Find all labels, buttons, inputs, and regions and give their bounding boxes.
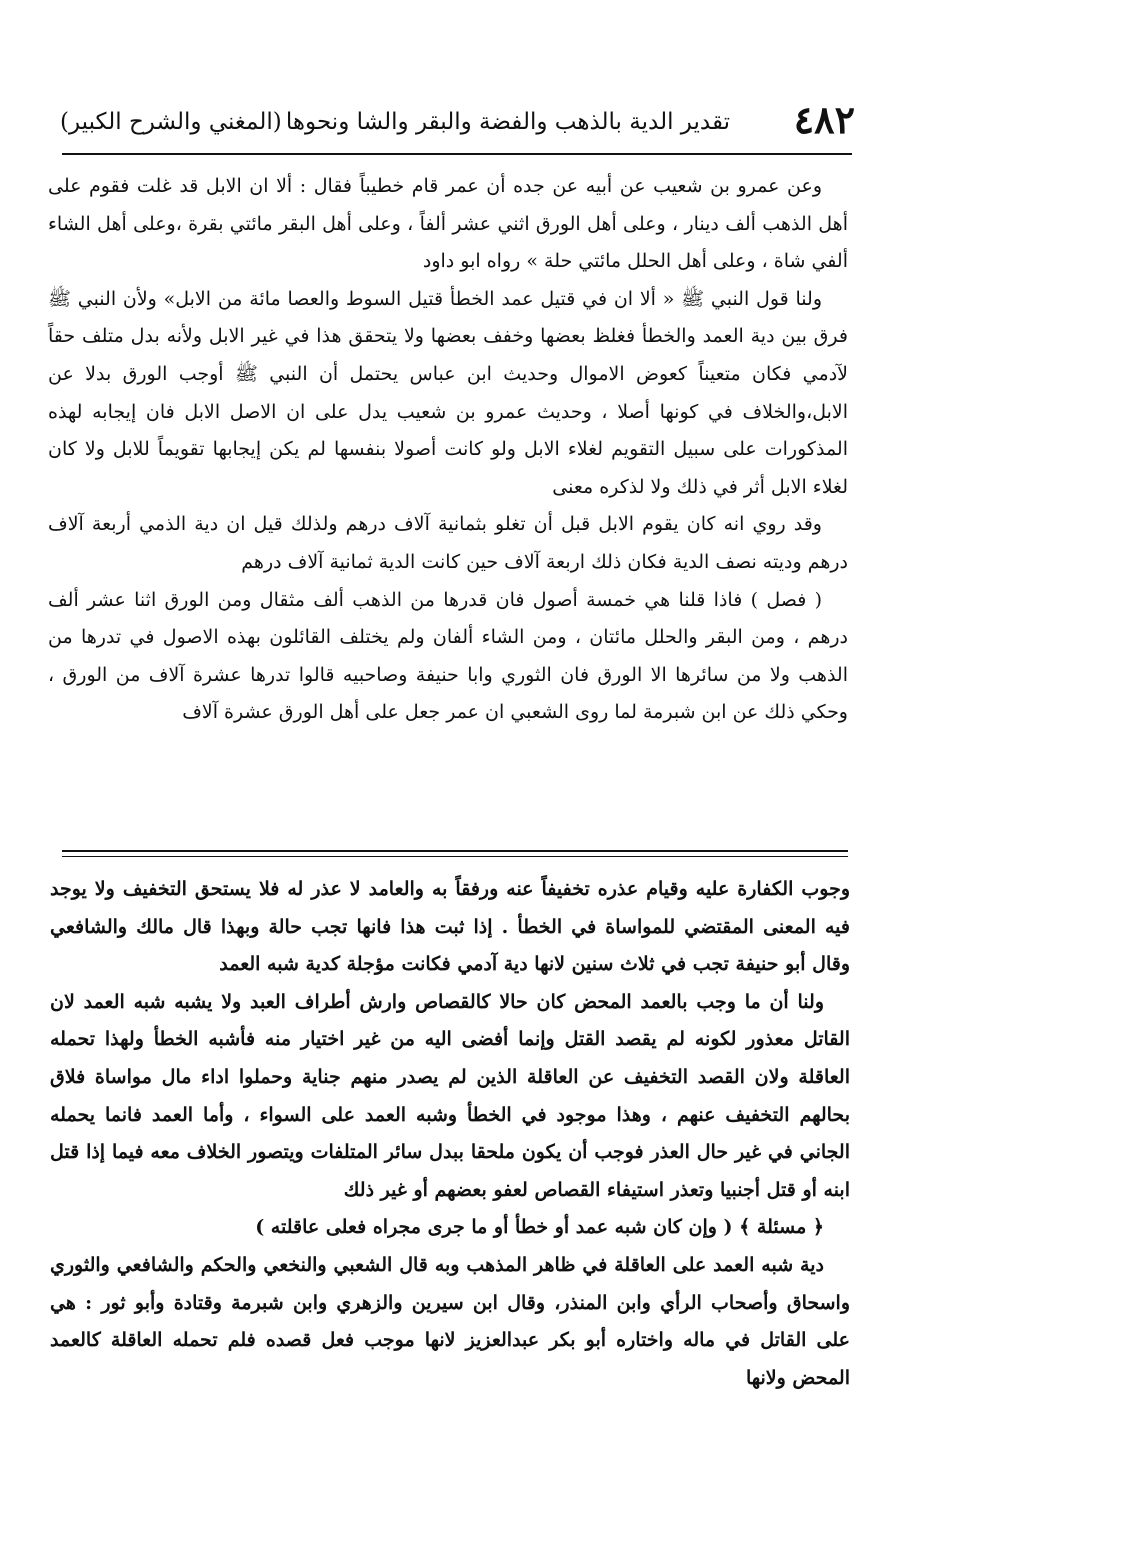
paragraph: ولنا أن ما وجب بالعمد المحض كان حالا كالقصاص وارش أطراف العبد ولا يشبه شبه العمد لان القاتل معذور لكونه لم يقصد القتل وإنما أفضى اليه من غير اختيار منه فأشبه الخطأ ولهذا تحمله العاقلة ولان القصد التخفيف عن العاقلة الذين لم يصدر منهم جناية وحملوا اداء مال مواساة فلاق بحالهم التخفيف عنهم ، وهذا موجود في الخطأ وشبه العمد على السواء ، وأما العمد فانما يحمله الجاني في غير حال العذر فوجب أن يكون ملحقا ببدل سائر المتلفات ويتصور الخلاف معه فيما إذا قتل ابنه أو قتل أجنبيا وتعذر استيفاء القصاص لعفو بعضهم أو غير ذلك bbox=[50, 990, 850, 1201]
section-divider bbox=[62, 850, 848, 852]
paragraph: وعن عمرو بن شعيب عن أبيه عن جده أن عمر قام خطيباً فقال : ألا ان الابل قد غلت فقوم على أهل الذهب ألف دينار ، وعلى أهل الورق اثني عشر ألفاً ، وعلى أهل البقر مائتي بقرة ،وعلى أهل الشاء ألفي شاة ، وعلى أهل الحلل مائتي حلة » رواه ابو داود bbox=[48, 175, 848, 273]
masala-heading: ﴿ مسئلة ﴾ ( وإن كان شبه عمد أو خطأ أو ما جرى مجراه فعلى عاقلته ) bbox=[255, 1216, 824, 1239]
paragraph: ( فصل ) فاذا قلنا هي خمسة أصول فان قدرها من الذهب ألف مثقال ومن الورق اثنا عشر ألف درهم ، ومن البقر والحلل مائتان ، ومن الشاء ألفان ولم يختلف القائلون بهذه الاصول في تدرها من الذهب ولا من سائرها الا الورق فان الثوري وابا حنيفة وصاحبيه قالوا تدرها عشرة آلاف من الورق ، وحكي ذلك عن ابن شبرمة لما روى الشعبي ان عمر جعل على أهل الورق عشرة آلاف bbox=[48, 588, 848, 724]
page-header bbox=[60, 96, 855, 152]
sharh-text-block bbox=[50, 871, 850, 1397]
paragraph: دية شبه العمد على العاقلة في ظاهر المذهب وبه قال الشعبي والنخعي والحكم والشافعي والثوري واسحاق وأصحاب الرأي وابن المنذر، وقال ابن سيرين والزهري وابن شبرمة وقتادة وأبو ثور : هي على القاتل في ماله واختاره أبو بكر عبدالعزيز لانها موجب فعل قصده فلم تحمله العاقلة كالعمد المحض ولانها bbox=[50, 1253, 850, 1389]
paragraph: وجوب الكفارة عليه وقيام عذره تخفيفاً عنه ورفقاً به والعامد لا عذر له فلا يستحق التخفيف ولا يوجد فيه المعنى المقتضي للمواساة في الخطأ . إذا ثبت هذا فانها تجب حالة وبهذا قال مالك والشافعي وقال أبو حنيفة تجب في ثلاث سنين لانها دية آدمي فكانت مؤجلة كدية شبه العمد bbox=[50, 878, 850, 976]
header-rule bbox=[62, 153, 852, 155]
paragraph: ولنا قول النبي ﷺ « ألا ان في قتيل عمد الخطأ قتيل السوط والعصا مائة من الابل» ولأن النبي ﷺ فرق بين دية العمد والخطأ فغلظ بعضها وخفف بعضها ولا يتحقق هذا في غير الابل ولأنه بدل متلف حقاً لآدمي فكان متعيناً كعوض الاموال وحديث ابن عباس يحتمل أن النبي ﷺ أوجب الورق بدلا عن الابل،والخلاف في كونها أصلا ، وحديث عمرو بن شعيب يدل على ان الاصل الابل فان إيجابه لهذه المذكورات على سبيل التقويم لغلاء الابل ولو كانت أصولا بنفسها لم يكن إيجابها تقويماً للابل ولا كان لغلاء الابل أثر في ذلك ولا لذكره معنى bbox=[48, 287, 848, 498]
paragraph: وقد روي انه كان يقوم الابل قبل أن تغلو بثمانية آلاف درهم ولذلك قيل ان دية الذمي أربعة آلاف درهم وديته نصف الدية فكان ذلك اربعة آلاف حين كانت الدية ثمانية آلاف درهم bbox=[48, 513, 848, 573]
chapter-title: تقدير الدية بالذهب والفضة والبقر والشا ونحوها bbox=[285, 109, 730, 135]
section-divider bbox=[62, 856, 848, 857]
book-title: (المغني والشرح الكبير) bbox=[60, 109, 282, 135]
page-number: ٤٨٢ bbox=[793, 97, 855, 142]
commentary-text-block bbox=[48, 168, 848, 732]
